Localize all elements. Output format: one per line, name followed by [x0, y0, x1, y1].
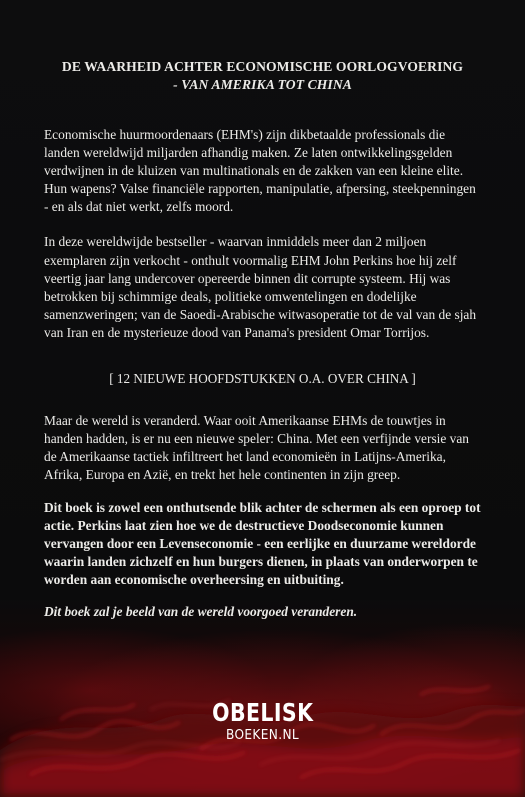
paragraph-china: Maar de wereld is veranderd. Waar ooit Amerikaanse EHMs de touwtjes in handen hadden, is er nu een nieuwe speler: China. Met een verfijnde versie van de Amerikaanse tactiek infiltreert het land economieën in Latijns-Amerika, Afrika, Europa en Azië, en trekt het hele continenten in zijn greep.: [44, 413, 469, 483]
paragraph-call-to-action: Dit boek is zowel een onthutsende blik achter de schermen als een oproep tot actie. Perkins laat zien hoe we de destructieve Doodseconomie kunnen vervangen door een Levenseconomie - een eerlijke en duurzame wereldorde waarin landen zichzelf en hun burgers dienen, in plaats van onderworpen te worden aan economische overheersing en uitbuiting.: [44, 499, 481, 587]
publisher-logo-text: OBELISK: [211, 698, 314, 727]
paragraph-intro: Economische huurmoordenaars (EHM's) zijn dikbetaalde professionals die landen wereldwijd miljarden afhandig maken. Ze laten ontwikkelingsgelden verdwijnen in de kluizen van multinationals en de zakken van een kleine elite. Hun wapens? Valse financiële rapporten, manipulatie, afpersing, steekpenningen - en als dat niet werkt, zelfs moord.: [44, 127, 476, 215]
paragraph-bestseller: In deze wereldwijde bestseller - waarvan inmiddels meer dan 2 miljoen exemplaren zijn verkocht - onthult voormalig EHM John Perkins hoe hij zelf veertig jaar lang undercover opereerde binnen dit corrupte systeem. Hij was betrokken bij schimmige deals, politieke omwentelingen en dodelijke samenzweringen; van de Saoedi-Arabische witwasoperatie tot de val van de sjah van Iran en de mysterieuze dood van Panama's president Omar Torrijos.: [44, 234, 477, 340]
publisher-logo: [0, 700, 525, 743]
back-cover-text: [44, 58, 481, 621]
headline-line-1: DE WAARHEID ACHTER ECONOMISCHE OORLOGVOERING: [61, 59, 464, 74]
closing-tagline: Dit boek zal je beeld van de wereld voorgoed veranderen.: [44, 603, 358, 619]
headline: [44, 58, 481, 94]
publisher-url: BOEKEN.NL: [225, 727, 300, 743]
headline-line-2: - VAN AMERIKA TOT CHINA: [173, 77, 352, 92]
new-chapters-banner: [ 12 NIEUWE HOOFDSTUKKEN O.A. OVER CHINA ]: [109, 371, 416, 387]
